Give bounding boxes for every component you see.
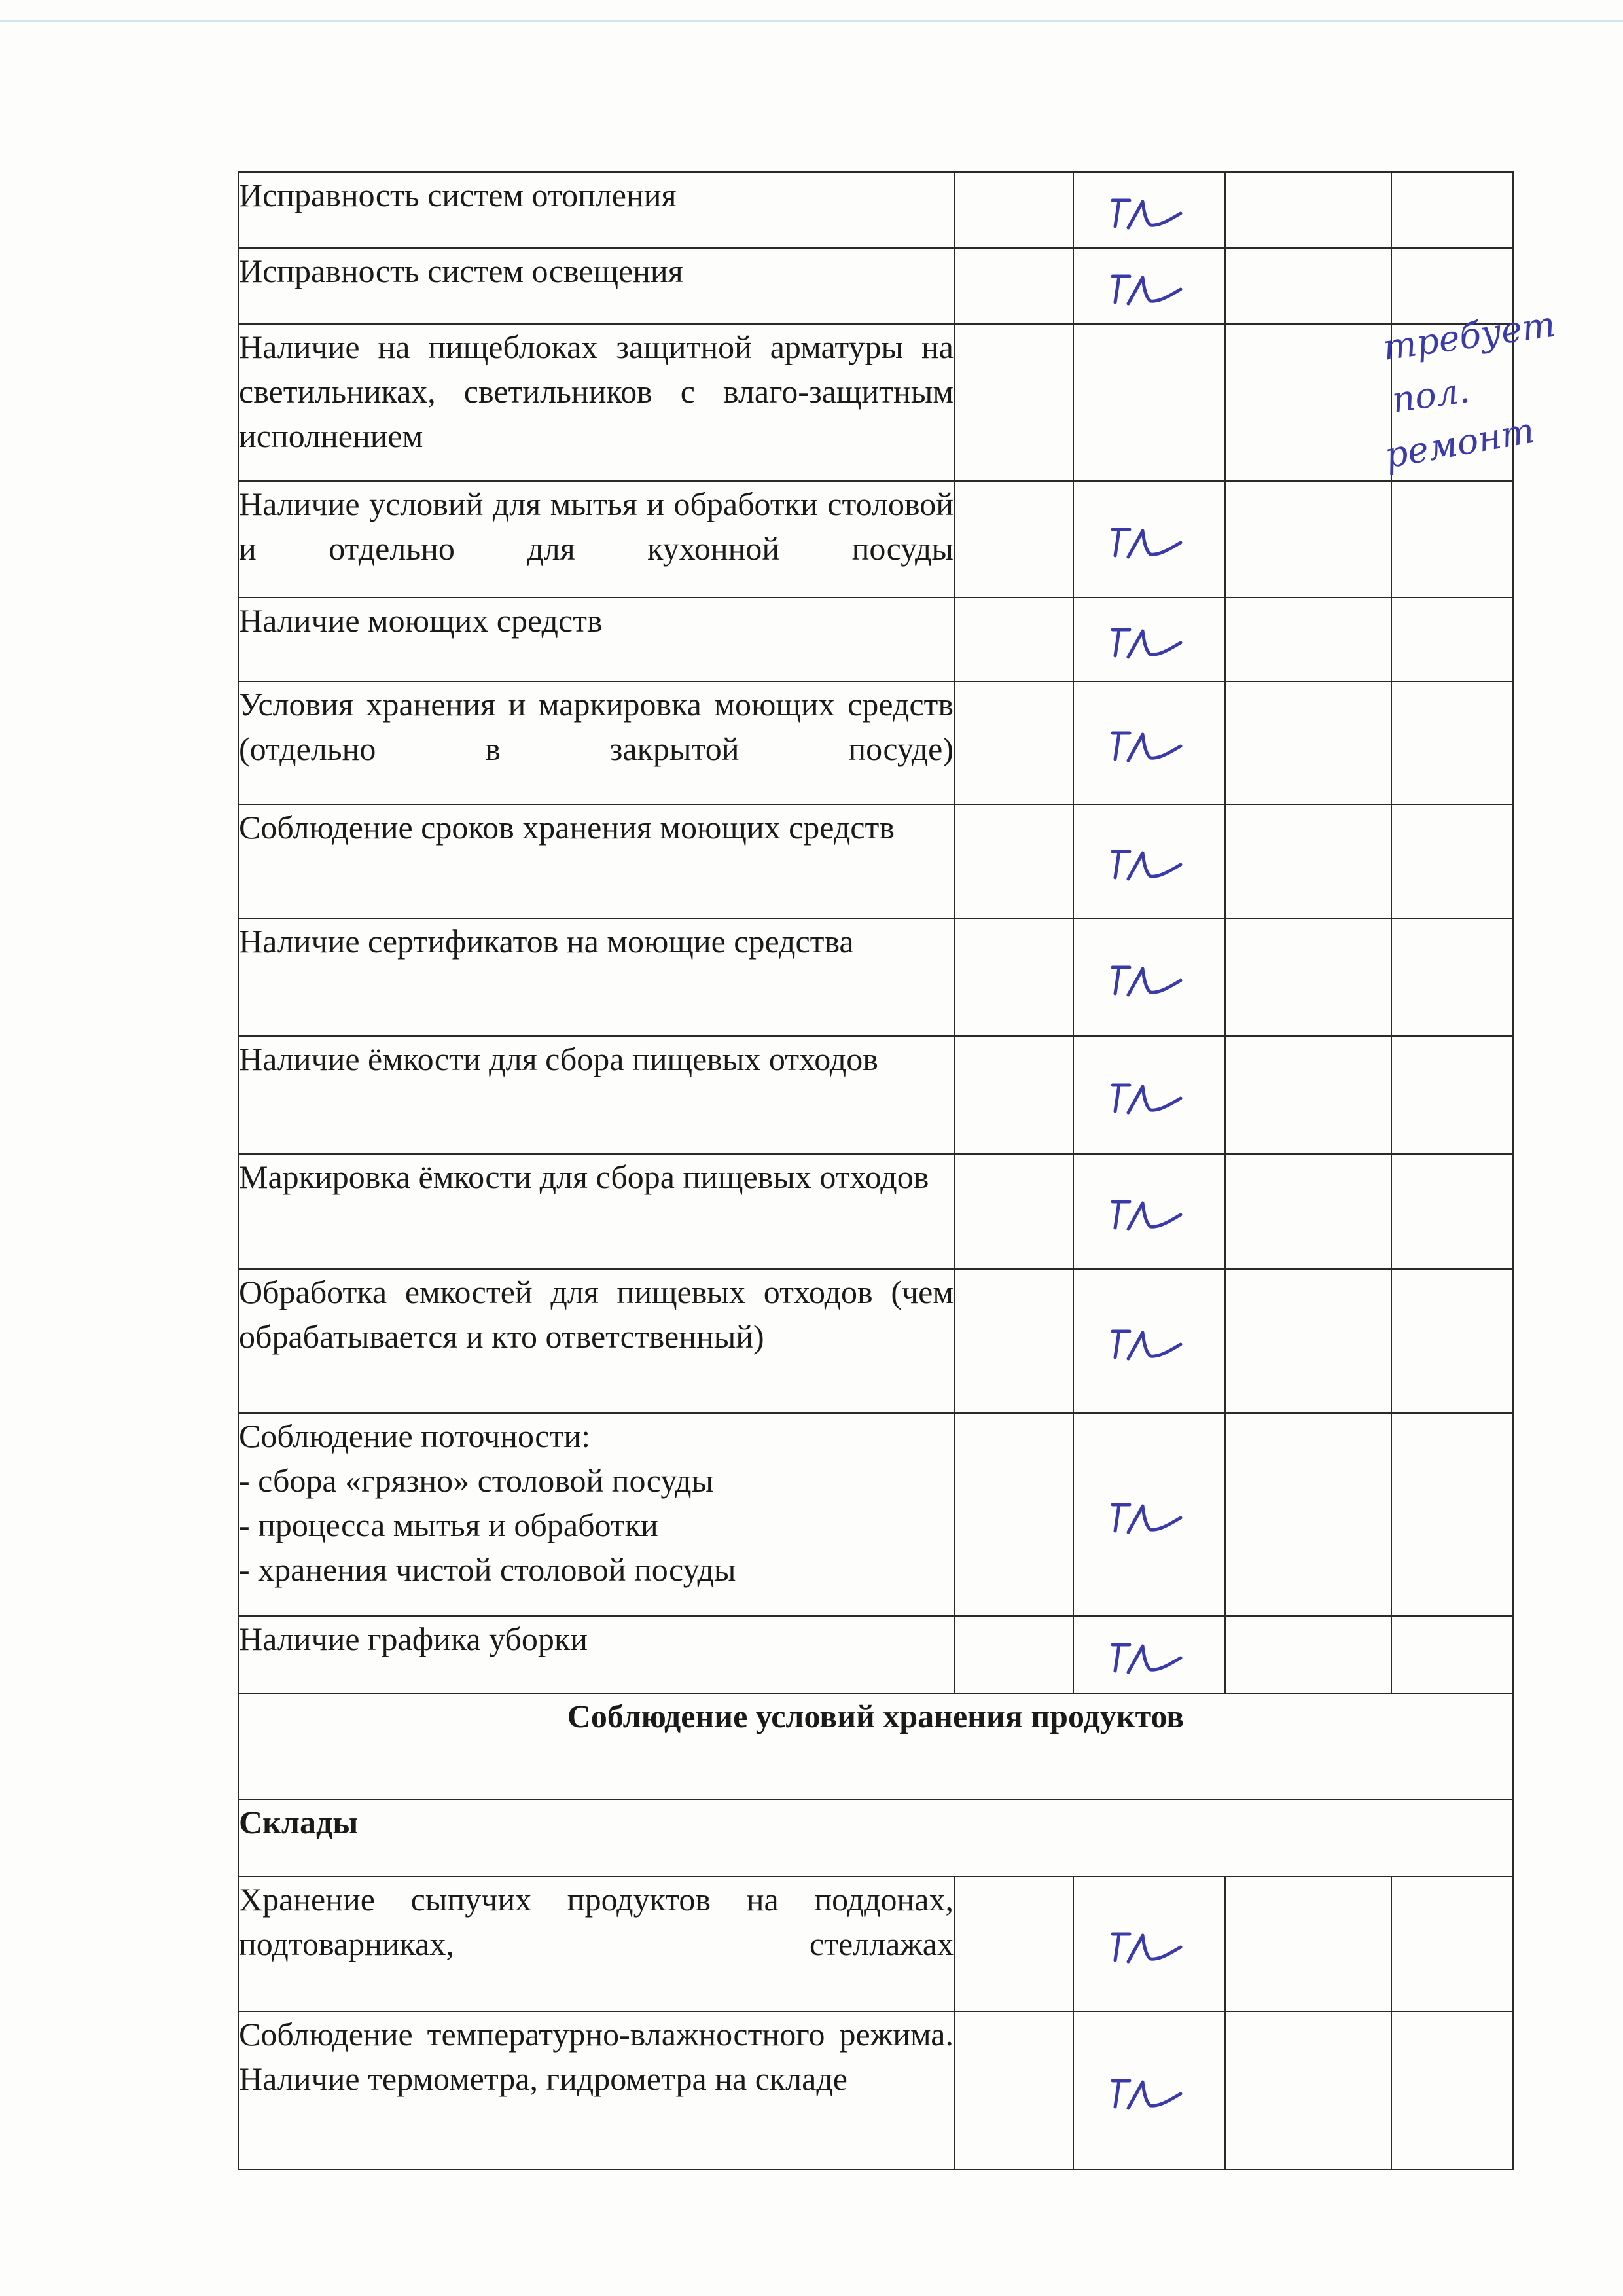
note-line: пол. — [1389, 368, 1472, 421]
mark-cell — [1073, 1413, 1225, 1616]
cell-empty — [1225, 2011, 1391, 2170]
cell-empty — [1391, 1876, 1513, 2011]
cell-empty — [1225, 172, 1391, 248]
inspection-checklist-table — [238, 171, 1514, 2170]
row-label: Наличие условий для мытья и обработки столовой и отдельно для кухонной посуды — [238, 481, 954, 598]
table-row — [238, 598, 1513, 681]
handwritten-mark-icon — [1103, 954, 1195, 1000]
table-row — [238, 1616, 1513, 1693]
mark-cell — [1073, 1876, 1225, 2011]
mark-cell — [1073, 1269, 1225, 1413]
handwritten-mark-icon — [1103, 1632, 1195, 1677]
handwritten-mark-icon — [1103, 838, 1195, 884]
row-label: Исправность систем отопления — [238, 172, 954, 248]
cell-empty — [1391, 1616, 1513, 1693]
handwritten-mark-icon — [1103, 263, 1195, 309]
handwritten-mark-icon — [1103, 1072, 1195, 1118]
cell-empty — [1225, 1413, 1391, 1616]
row-label: Условия хранения и маркировка моющих средств (отдельно в закрытой посуде) — [238, 681, 954, 804]
cell-empty — [1391, 804, 1513, 918]
cell-empty — [1391, 681, 1513, 804]
table-row — [238, 324, 1513, 481]
mark-cell — [1073, 681, 1225, 804]
cell-empty — [1225, 918, 1391, 1036]
cell-empty — [1225, 1876, 1391, 2011]
table-row — [238, 2011, 1513, 2170]
row-label: Соблюдение температурно-влажностного режима. Наличие термометра, гидрометра на складе — [238, 2011, 954, 2170]
row-label: Наличие сертификатов на моющие средства — [238, 918, 954, 1036]
cell-empty — [954, 324, 1073, 481]
cell-empty — [954, 598, 1073, 681]
handwritten-mark-icon — [1103, 1189, 1195, 1234]
cell-empty — [1225, 481, 1391, 598]
cell-empty — [1391, 918, 1513, 1036]
cell-empty — [954, 918, 1073, 1036]
cell-empty — [954, 1036, 1073, 1154]
table-row — [238, 681, 1513, 804]
section-subtitle: Склады — [238, 1799, 1513, 1876]
mark-cell — [1073, 2011, 1225, 2170]
row-label: Соблюдение сроков хранения моющих средств — [238, 804, 954, 918]
note-line: требует — [1380, 303, 1558, 368]
handwritten-mark-icon — [1103, 1318, 1195, 1364]
table-row — [238, 918, 1513, 1036]
table-row — [238, 1413, 1513, 1616]
cell-empty — [1391, 1036, 1513, 1154]
handwritten-note-icon — [1380, 303, 1558, 491]
cell-empty — [954, 248, 1073, 324]
cell-empty — [1225, 1036, 1391, 1154]
row-label-line: - сбора «грязно» столовой посуды — [239, 1462, 714, 1499]
row-label-line: Соблюдение поточности: — [239, 1418, 590, 1454]
cell-empty — [1225, 324, 1391, 481]
note-line: ремонт — [1382, 409, 1538, 476]
cell-empty — [954, 1413, 1073, 1616]
cell-empty — [1391, 481, 1513, 598]
cell-empty — [954, 1154, 1073, 1269]
row-label: Обработка емкостей для пищевых отходов (чем обрабатывается и кто ответственный) — [238, 1269, 954, 1413]
handwritten-mark-icon — [1103, 1492, 1195, 1537]
row-label-line: - хранения чистой столовой посуды — [239, 1551, 736, 1588]
mark-cell — [1073, 248, 1225, 324]
table-row — [238, 248, 1513, 324]
table-row — [238, 1876, 1513, 2011]
table-row — [238, 481, 1513, 598]
cell-empty — [1391, 1269, 1513, 1413]
mark-cell — [1073, 1036, 1225, 1154]
cell-empty — [1073, 324, 1225, 481]
cell-empty — [954, 1876, 1073, 2011]
cell-empty — [1391, 1413, 1513, 1616]
cell-empty — [954, 172, 1073, 248]
cell-empty — [1391, 1154, 1513, 1269]
mark-cell — [1073, 172, 1225, 248]
scan-edge-line — [0, 20, 1623, 22]
table-row — [238, 804, 1513, 918]
table-row — [238, 1154, 1513, 1269]
handwritten-mark-icon — [1103, 516, 1195, 562]
cell-empty — [954, 481, 1073, 598]
cell-empty — [954, 1616, 1073, 1693]
row-label-line: - процесса мытья и обработки — [239, 1507, 658, 1543]
cell-empty — [954, 681, 1073, 804]
section-title: Соблюдение условий хранения продуктов — [238, 1693, 1513, 1799]
section-title-row — [238, 1693, 1513, 1799]
mark-cell — [1073, 481, 1225, 598]
table-row — [238, 1269, 1513, 1413]
row-label-multiline — [238, 1413, 954, 1616]
row-label: Исправность систем освещения — [238, 248, 954, 324]
mark-cell — [1073, 1154, 1225, 1269]
table-row — [238, 172, 1513, 248]
row-label: Наличие на пищеблоках защитной арматуры на светильниках, светильников с влаго-защитным исполнением — [238, 324, 954, 481]
cell-empty — [1225, 1154, 1391, 1269]
mark-cell — [1073, 918, 1225, 1036]
row-label: Наличие моющих средств — [238, 598, 954, 681]
cell-empty — [1225, 804, 1391, 918]
mark-cell — [1073, 598, 1225, 681]
row-label: Хранение сыпучих продуктов на поддонах, подтоварниках, стеллажах — [238, 1876, 954, 2011]
handwritten-mark-icon — [1103, 187, 1195, 233]
handwritten-mark-icon — [1103, 2068, 1195, 2113]
row-label: Наличие графика уборки — [238, 1616, 954, 1693]
cell-empty — [1391, 598, 1513, 681]
mark-cell — [1073, 804, 1225, 918]
cell-empty — [1225, 1616, 1391, 1693]
handwritten-mark-icon — [1103, 720, 1195, 766]
cell-empty — [1225, 1269, 1391, 1413]
cell-empty — [954, 1269, 1073, 1413]
cell-empty — [954, 804, 1073, 918]
cell-empty — [1225, 248, 1391, 324]
cell-empty — [1225, 598, 1391, 681]
handwritten-mark-icon — [1103, 617, 1195, 662]
row-label: Наличие ёмкости для сбора пищевых отходов — [238, 1036, 954, 1154]
handwritten-mark-icon — [1103, 1921, 1195, 1967]
row-label: Маркировка ёмкости для сбора пищевых отходов — [238, 1154, 954, 1269]
section-sub-row — [238, 1799, 1513, 1876]
table-row — [238, 1036, 1513, 1154]
cell-empty — [1391, 172, 1513, 248]
cell-empty — [1391, 2011, 1513, 2170]
cell-empty — [1225, 681, 1391, 804]
mark-cell — [1073, 1616, 1225, 1693]
cell-empty — [954, 2011, 1073, 2170]
